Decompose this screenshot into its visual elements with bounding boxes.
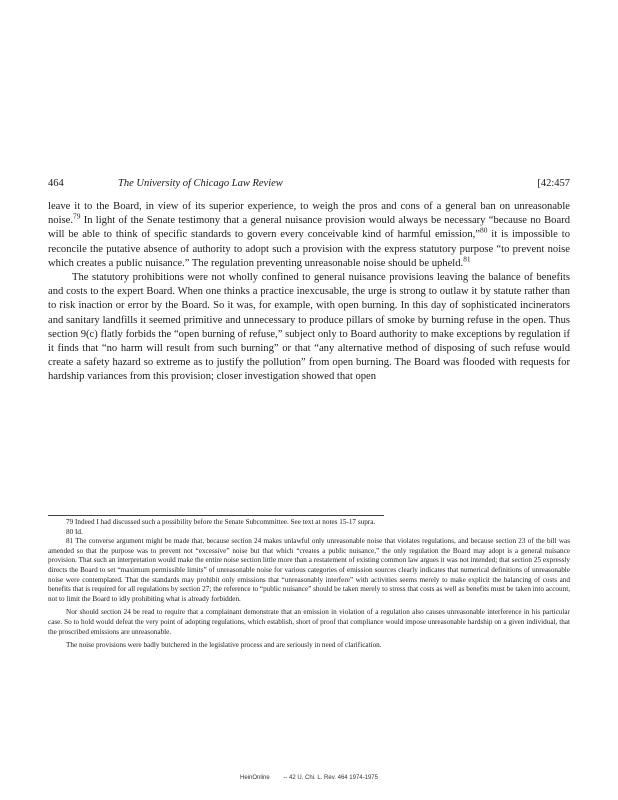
footer-source: HeinOnline bbox=[240, 775, 270, 781]
paragraph-1-text-b: In light of the Senate testimony that a general nuisance provision would always be necessary “because no Board will be able to think of specific standards to govern every conceivable kind of harmful emission,” bbox=[48, 215, 570, 241]
footnote-ref-81[interactable]: 81 bbox=[463, 254, 471, 264]
footnotes bbox=[48, 518, 570, 651]
page-footer bbox=[0, 775, 618, 781]
volume-page: [42:457 bbox=[537, 178, 570, 189]
footnote-80: 80 Id. bbox=[66, 527, 83, 536]
journal-title: The University of Chicago Law Review bbox=[118, 178, 283, 189]
paragraph-1-text-a: leave it to the Board, in view of its superior experience, to weigh the pros and cons of a general ban on unreasonable noise. bbox=[48, 201, 570, 227]
footnote-ref-80[interactable]: 80 bbox=[480, 225, 488, 235]
running-header bbox=[48, 178, 570, 192]
paragraph-1-text-c: it is impossible to reconcile the putative absence of authority to adopt such a provision with the express statutory purpose “to prevent noise which creates a public nuisance.” The regulation preventing unreasonable noise should be upheld. bbox=[48, 229, 570, 269]
paragraph-2: The statutory prohibitions were not wholly confined to general nuisance provisions leaving the balance of benefits and costs to the expert Board. When one thinks a practice inexcusable, the urge is strong to outlaw it by statute rather than to risk inaction or error by the Board. So it was, for example, with open burning. In this day of sophisticated incinerators and sanitary landfills it seemed primitive and unnecessary to produce pillars of smoke by burning refuse in the open. Thus section 9(c) flatly forbids the “open burning of refuse,” subject only to Board authority to make exceptions by regulation if it finds that “no harm will result from such burning” or that “any alternative method of disposing of such refuse would create a safety hazard so extreme as to justify the pollution” from open burning. The Board was flooded with requests for hardship variances from this provision; closer investigation showed that open bbox=[48, 272, 570, 383]
footnote-divider bbox=[48, 515, 384, 516]
paragraph-1 bbox=[48, 200, 570, 271]
footnote-ref-79[interactable]: 79 bbox=[73, 211, 81, 221]
footnote-79: 79 Indeed I had discussed such a possibility before the Senate Subcommittee. See text at notes 15-17 supra. bbox=[66, 518, 376, 526]
footnote-81: 81 The converse argument might be made that, because section 24 makes unlawful only unreasonable noise that violates regulations, and because section 23 of the bill was amended so that the purpose was to prevent not “excessive” noise but that which “creates a public nuisance,” the only regulation the Board may adopt is a general nuisance provision. That such an interpretation would make the entire noise section little more than a restatement of existing common law argues it was not intended; that section 25 expressly directs the Board to set “maximum permissible limits” of unreasonable noise for various categories of emission sources clearly indicates that numerical definitions of unreasonable noise were contemplated. That the standards may prohibit only emissions that “unreasonably interfere” with activities seems merely to make explicit the balancing of costs and benefits that is required for all regulations by section 27; the reference to “public nuisance” should be taken merely to stress that costs as well as benefits must be taken into account, not to limit the Board to idly prohibiting what is already forbidden. bbox=[48, 537, 570, 603]
body-text bbox=[48, 200, 570, 385]
footnote-81-closing: The noise provisions were badly butchered in the legislative process and are seriously in need of clarification. bbox=[66, 641, 382, 650]
footnote-81-continued: Nor should section 24 be read to require that a complainant demonstrate that an emission in violation of a regulation also causes unreasonable interference in his particular case. So to hold would defeat the very point of adopting regulations, which establish, short of proof that compliance would impose unreasonable hardship on a given individual, that the proscribed emissions are unreasonable. bbox=[48, 608, 570, 636]
page-number: 464 bbox=[48, 178, 64, 189]
footer-citation: -- 42 U. Chi. L. Rev. 464 1974-1975 bbox=[283, 775, 378, 781]
